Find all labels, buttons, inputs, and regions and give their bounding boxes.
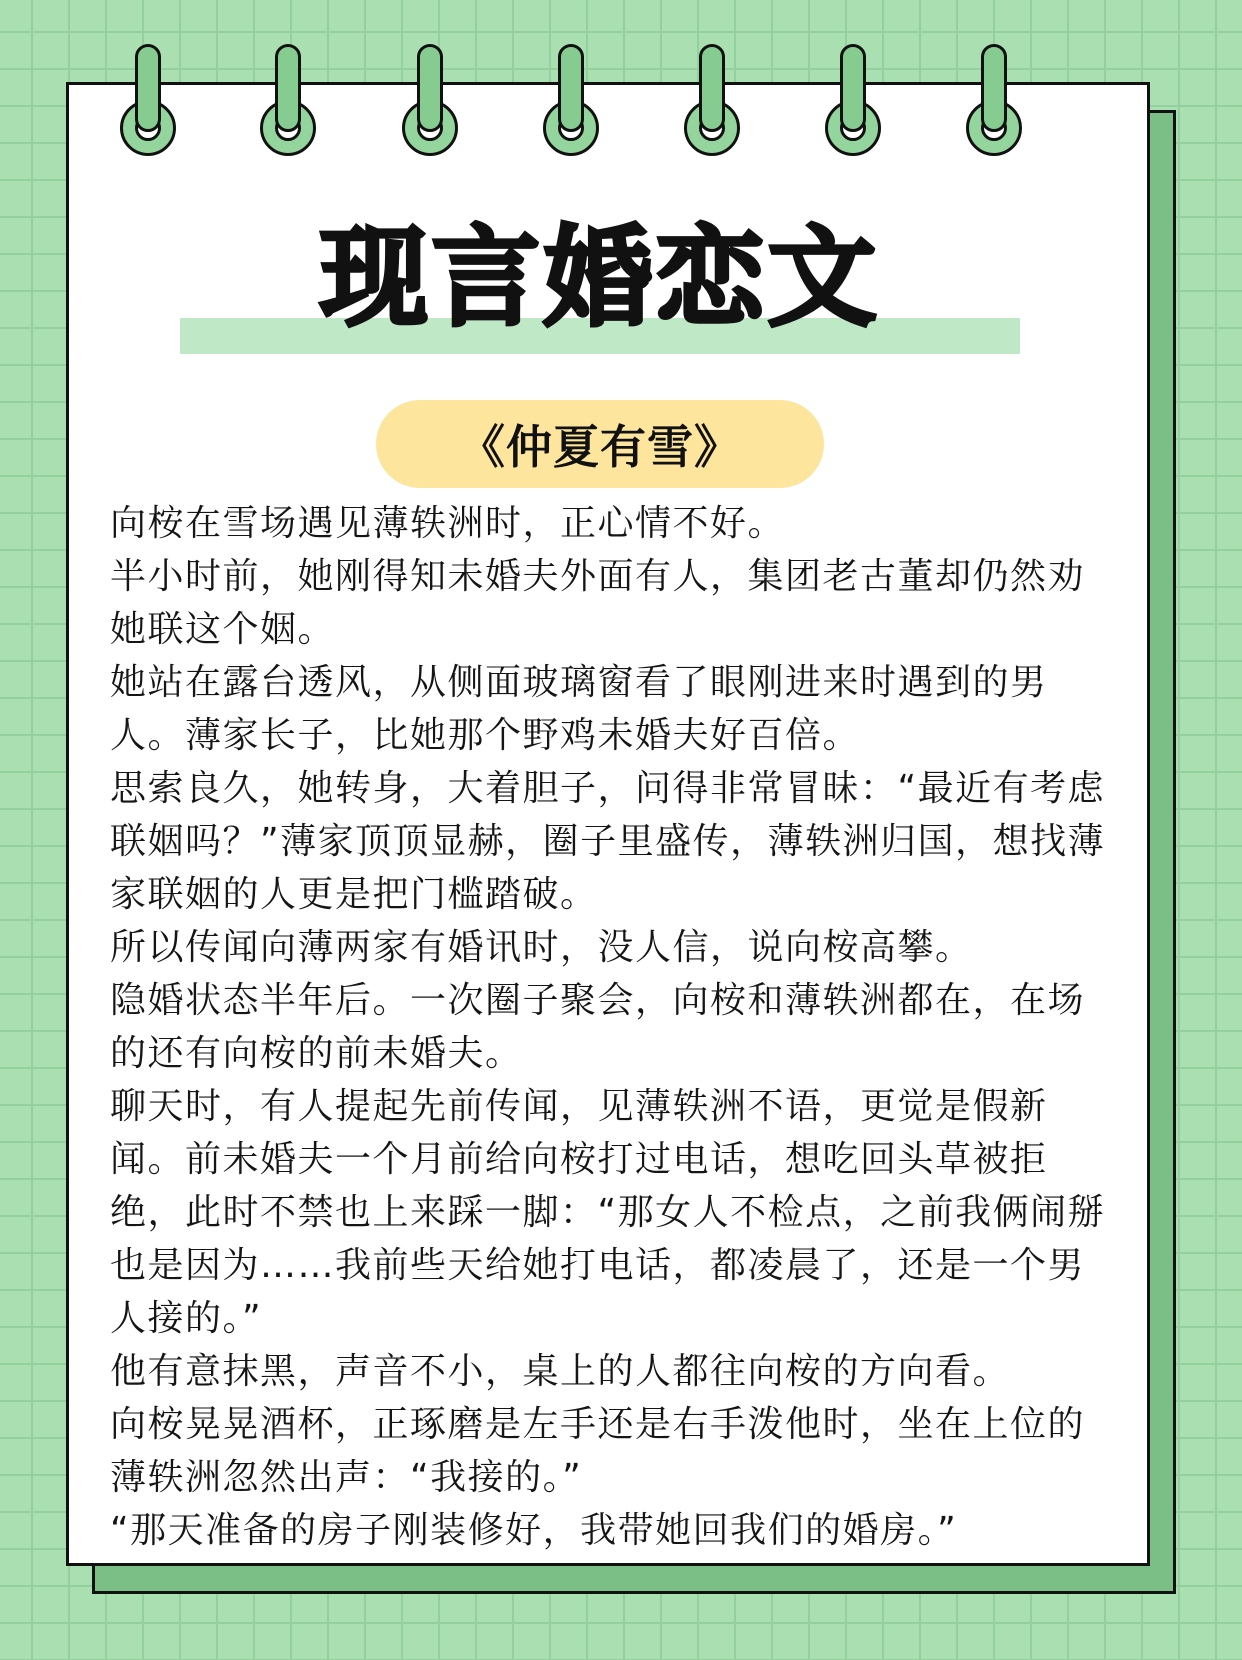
story-text — [110, 497, 1106, 1557]
paragraph: 思索良久，她转身，大着胆子，问得非常冒昧：“最近有考虑联姻吗？”薄家顶顶显赫，圈子里盛传，薄轶洲归国，想找薄家联姻的人更是把门槛踏破。 — [110, 768, 1106, 915]
paragraph: 半小时前，她刚得知未婚夫外面有人，集团老古董却仍然劝她联这个姻。 — [110, 556, 1086, 650]
title-block — [180, 200, 1020, 360]
paragraph: 她站在露台透风，从侧面玻璃窗看了眼刚进来时遇到的男人。薄家长子，比她那个野鸡未婚夫好百倍。 — [110, 662, 1048, 756]
paragraph: 所以传闻向薄两家有婚讯时，没人信，说向桉高攀。 — [110, 927, 973, 968]
binder-ring — [402, 44, 464, 156]
paragraph: 向桉晃晃酒杯，正琢磨是左手还是右手泼他时，坐在上位的薄轶洲忽然出声：“我接的。” — [110, 1404, 1086, 1498]
binder-ring — [543, 44, 605, 156]
paragraph: 隐婚状态半年后。一次圈子聚会，向桉和薄轶洲都在，在场的还有向桉的前未婚夫。 — [110, 980, 1086, 1074]
paragraph: 向桉在雪场遇见薄轶洲时，正心情不好。 — [110, 503, 786, 544]
book-title-badge: 《仲夏有雪》 — [376, 400, 824, 488]
page-title: 现言婚恋文 — [319, 216, 880, 341]
binder-ring — [260, 44, 322, 156]
binder-ring — [120, 44, 182, 156]
binder-ring — [825, 44, 887, 156]
binder-rings — [0, 0, 1242, 200]
paragraph: 聊天时，有人提起先前传闻，见薄轶洲不语，更觉是假新闻。前未婚夫一个月前给向桉打过电话，想吃回头草被拒绝，此时不禁也上来踩一脚：“那女人不检点，之前我俩闹掰也是因为……我前些天给她打电话，都凌晨了，还是一个男人接的。” — [110, 1086, 1106, 1339]
binder-ring — [966, 44, 1028, 156]
paragraph: 他有意抹黑，声音不小，桌上的人都往向桉的方向看。 — [110, 1351, 1011, 1392]
paragraph: “那天准备的房子刚装修好，我带她回我们的婚房。” — [110, 1510, 958, 1551]
binder-ring — [684, 44, 746, 156]
